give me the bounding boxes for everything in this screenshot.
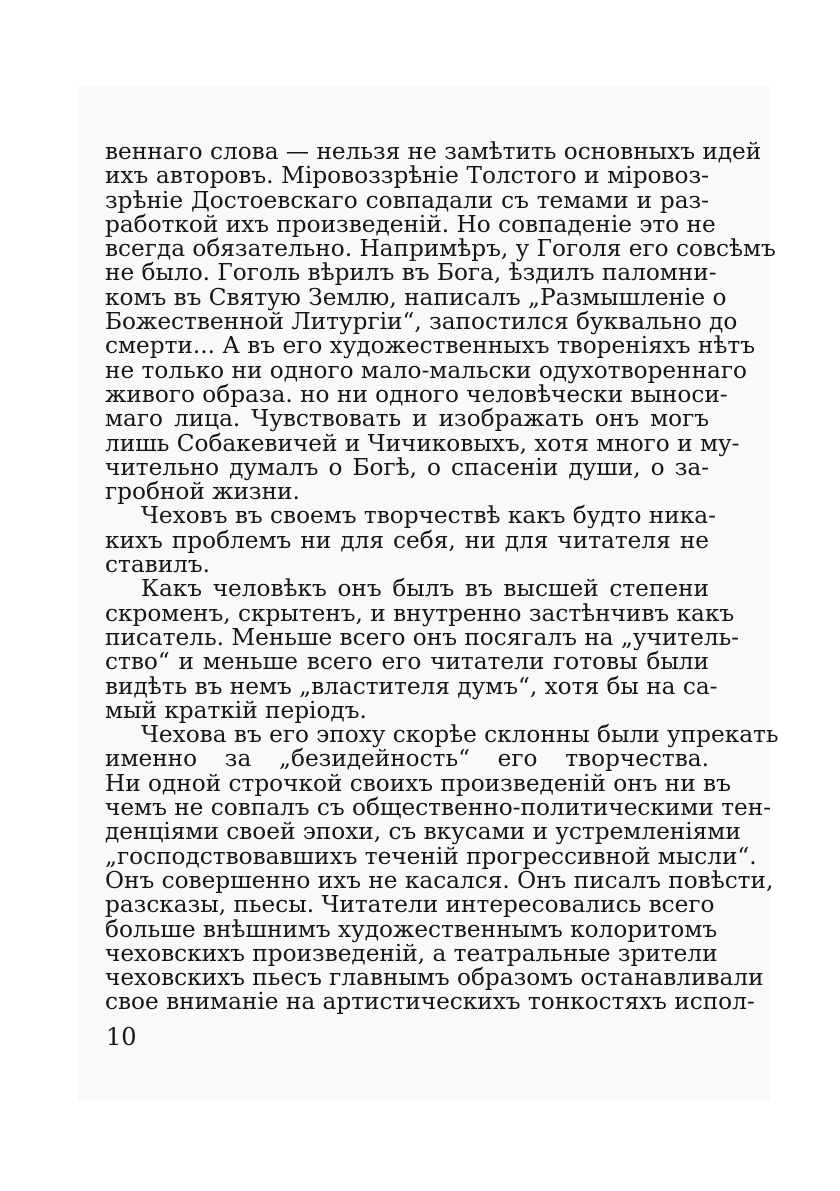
text-line: больше внѣшнимъ художественнымъ колоритомъ [105, 915, 718, 943]
text-line: Чехова въ его эпоху скорѣе склонны были упрекать [141, 721, 779, 749]
text-line: писатель. Меньше всего онъ посягалъ на „учитель- [105, 623, 740, 651]
text-line: именно за „безидейность“ его творчества. [105, 745, 709, 773]
text-line: ство“ и меньше всего его читатели готовы были [105, 648, 709, 676]
body-text [105, 138, 779, 1016]
text-line: комъ въ Святую Землю, написалъ „Размышленіе о [105, 283, 727, 311]
text-line: работкой ихъ произведеній. Но совпаденіе это не [105, 210, 716, 238]
text-line: кихъ проблемъ ни для себя, ни для читателя не [105, 526, 709, 554]
text-line: видѣть въ немъ „властителя думъ“, хотя бы на са- [105, 672, 718, 700]
text-line: всегда обязательно. Напримѣръ, у Гоголя его совсѣмъ [105, 235, 776, 263]
text-line: не было. Гоголь вѣрилъ въ Бога, ѣздилъ паломни- [105, 259, 717, 287]
text-line: веннаго слова — нельзя не замѣтить основныхъ идей [105, 138, 762, 165]
text-line: денціями своей эпохи, съ вкусами и устремленіями [105, 818, 741, 846]
text-line: мый краткій періодъ. [105, 696, 367, 724]
text-line: лишь Собакевичей и Чичиковыхъ, хотя много и му- [105, 429, 740, 457]
text-line: чеховскихъ произведеній, а театральные зрители [105, 939, 718, 967]
text-line: чительно думалъ о Богѣ, о спасеніи души, о за- [105, 453, 709, 481]
text-line: живого образа. но ни одного человѣчески выноси- [105, 380, 728, 408]
page-number: 10 [106, 1023, 137, 1051]
text-line: ихъ авторовъ. Міровоззрѣніе Толстого и міровоз- [105, 162, 709, 190]
text-line: „господствовавшихъ теченій прогрессивной мысли“. [105, 842, 757, 870]
text-line: Какъ человѣкъ онъ былъ въ высшей степени [141, 575, 709, 603]
text-line: маго лица. Чувствовать и изображать онъ могъ [105, 405, 709, 433]
text-line: чемъ не совпалъ съ общественно-политическими тен- [105, 794, 772, 822]
text-line: скроменъ, скрытенъ, и внутренно застѣнчивъ какъ [105, 599, 735, 627]
text-line: Онъ совершенно ихъ не касался. Онъ писалъ повѣсти, [105, 866, 774, 894]
text-line: не только ни одного мало-мальски одухотвореннаго [105, 356, 747, 384]
text-line: чеховскихъ пьесъ главнымъ образомъ останавливали [105, 964, 764, 992]
text-line: гробной жизни. [105, 478, 300, 506]
text-line: разсказы, пьесы. Читатели интересовались всего [105, 891, 715, 919]
text-line: Божественной Литургіи“, запостился буквально до [105, 308, 738, 336]
text-line: ставилъ. [105, 551, 211, 579]
text-line: Ни одной строчкой своихъ произведеній онъ ни въ [105, 769, 731, 797]
text-line: Чеховъ въ своемъ творчествѣ какъ будто ника- [141, 502, 716, 530]
text-line: свое вниманіе на артистическихъ тонкостяхъ испол- [105, 988, 755, 1016]
text-line: зрѣніе Достоевскаго совпадали съ темами и раз- [105, 186, 709, 214]
text-line: смерти... А въ его художественныхъ твореніяхъ нѣтъ [105, 332, 755, 360]
